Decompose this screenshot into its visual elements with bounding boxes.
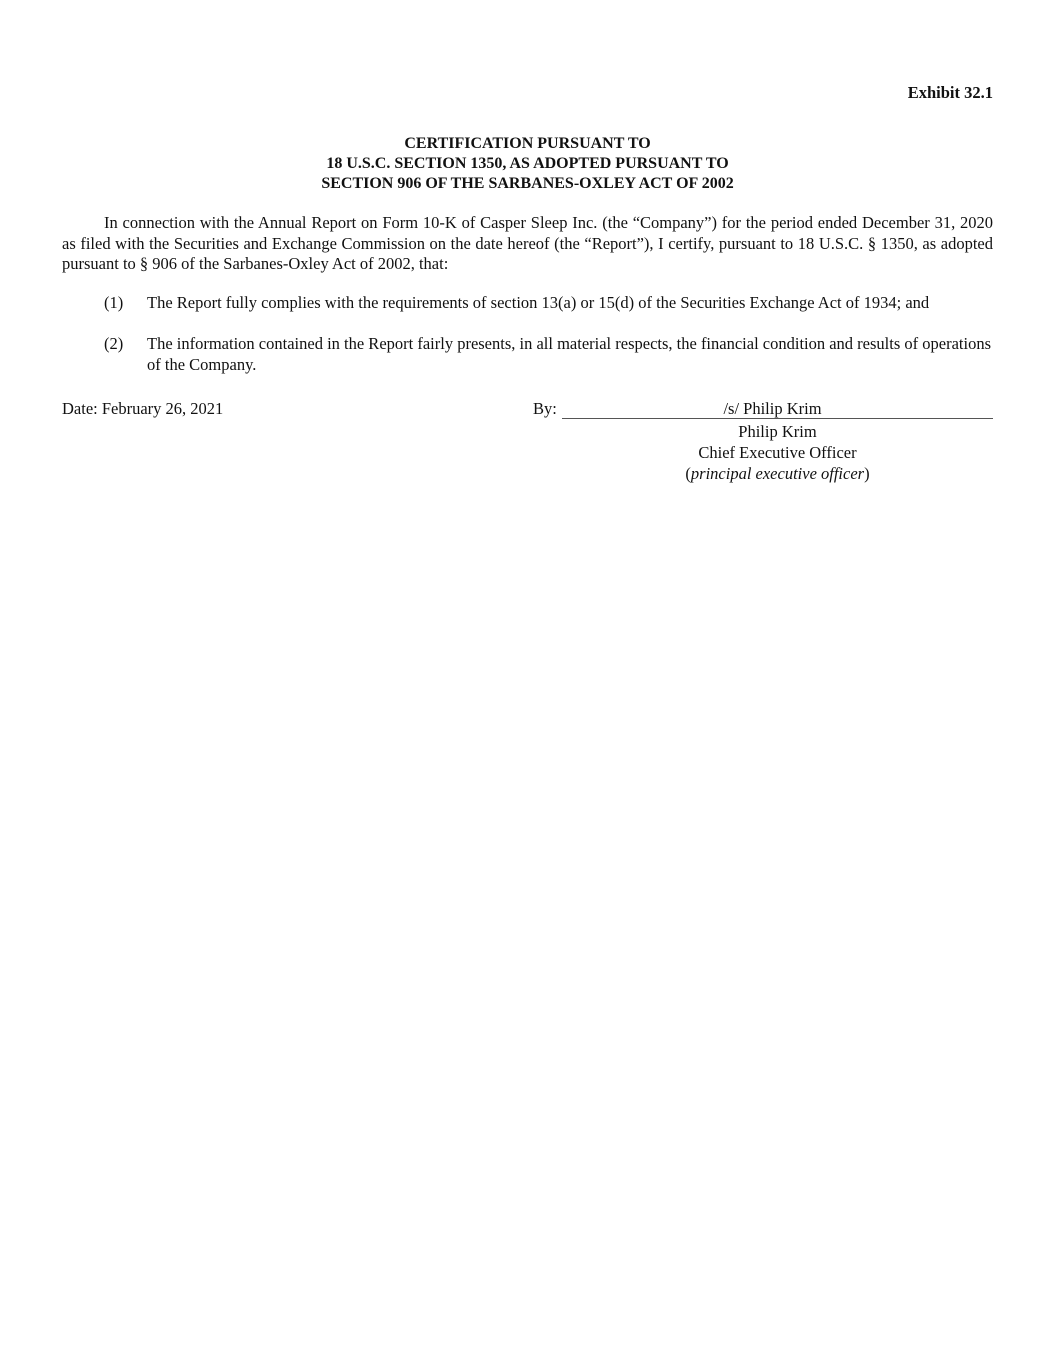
list-item [62, 293, 993, 314]
signature-date: Date: February 26, 2021 [62, 399, 224, 418]
signature-line [562, 399, 993, 419]
role-paren-open: ( [685, 464, 691, 483]
list-item-text: The information contained in the Report fairly presents, in all material respects, the financial condition and results of operations of the Company. [147, 334, 991, 374]
signer-name: Philip Krim [738, 422, 817, 441]
title-line-2: 18 U.S.C. SECTION 1350, AS ADOPTED PURSUANT TO [326, 155, 729, 172]
role-paren-close: ) [864, 464, 870, 483]
list-item [62, 334, 993, 375]
signature-text: /s/ Philip Krim [723, 399, 822, 418]
title-line-3: SECTION 906 OF THE SARBANES-OXLEY ACT OF 2002 [321, 175, 734, 192]
title-line-1: CERTIFICATION PURSUANT TO [404, 135, 651, 152]
list-item-number: (2) [104, 334, 124, 353]
signer-role-text: principal executive officer [690, 464, 865, 483]
signer-role [562, 463, 993, 484]
signer-block [562, 421, 993, 484]
signer-title: Chief Executive Officer [698, 443, 857, 462]
intro-paragraph: In connection with the Annual Report on Form 10-K of Casper Sleep Inc. (the “Company”) for the period ended December 31, 2020 as filed with the Securities and Exchange Commission on the date hereof (the “Report”), I certify, pursuant to 18 U.S.C. § 1350, as adopted pursuant to § 906 of the Sarbanes-Oxley Act of 2002, that: [62, 213, 993, 273]
by-label: By: [533, 399, 557, 418]
certification-title [0, 134, 1055, 194]
list-item-text: The Report fully complies with the requirements of section 13(a) or 15(d) of the Securities Exchange Act of 1934; and [147, 293, 930, 312]
list-item-number: (1) [104, 293, 124, 312]
exhibit-label: Exhibit 32.1 [907, 83, 993, 102]
